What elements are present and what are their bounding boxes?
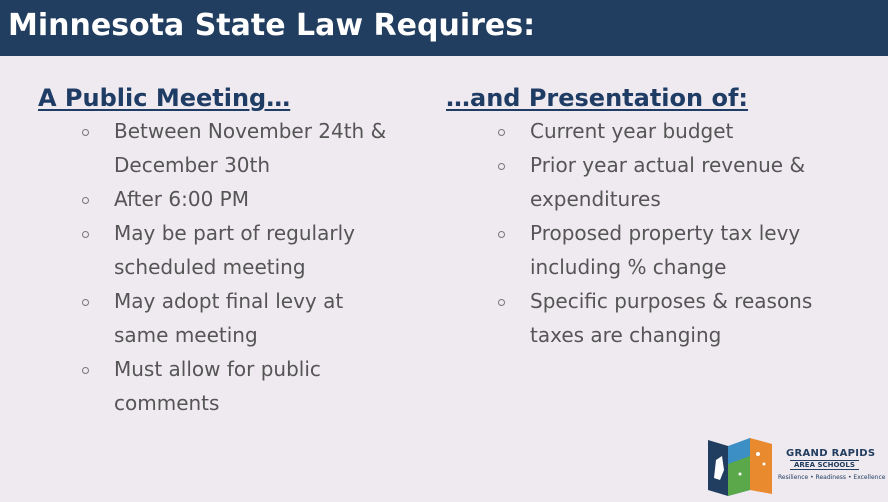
list-item-text: Specific purposes & reasons taxes are changing bbox=[530, 289, 813, 347]
list-item-text: Prior year actual revenue & expenditures bbox=[530, 153, 806, 211]
grand-rapids-emblem-icon bbox=[706, 434, 776, 498]
list-item bbox=[38, 352, 354, 420]
left-column bbox=[38, 84, 418, 420]
bullet-circle-icon bbox=[498, 299, 505, 306]
bullet-circle-icon bbox=[82, 367, 89, 374]
slide-title: Minnesota State Law Requires: bbox=[8, 8, 536, 43]
list-item bbox=[446, 284, 830, 352]
bullet-circle-icon bbox=[82, 197, 89, 204]
bullet-circle-icon bbox=[498, 129, 505, 136]
right-column bbox=[446, 84, 866, 352]
school-logo bbox=[706, 434, 886, 498]
list-item-text: May be part of regularly scheduled meeting bbox=[114, 221, 355, 279]
bullet-circle-icon bbox=[498, 231, 505, 238]
list-item bbox=[446, 114, 866, 148]
list-item-text: Must allow for public comments bbox=[114, 357, 321, 415]
list-item-text: Proposed property tax levy including % change bbox=[530, 221, 801, 279]
list-item-text: After 6:00 PM bbox=[114, 187, 249, 211]
list-item bbox=[446, 216, 820, 284]
logo-tagline: Resilience • Readiness • Excellence bbox=[778, 474, 886, 481]
bullet-circle-icon bbox=[82, 299, 89, 306]
bullet-circle-icon bbox=[498, 163, 505, 170]
logo-name: GRAND RAPIDS bbox=[786, 448, 876, 459]
logo-subtitle: AREA SCHOOLS bbox=[790, 460, 859, 470]
list-item bbox=[38, 284, 364, 352]
title-bar bbox=[0, 0, 888, 56]
list-item-text: Current year budget bbox=[530, 119, 734, 143]
list-item bbox=[38, 182, 418, 216]
bullet-circle-icon bbox=[82, 129, 89, 136]
list-item-text: Between November 24th & December 30th bbox=[114, 119, 387, 177]
bullet-circle-icon bbox=[82, 231, 89, 238]
list-item-text: May adopt final levy at same meeting bbox=[114, 289, 344, 347]
left-bullet-list bbox=[38, 114, 418, 420]
list-item bbox=[38, 114, 414, 182]
list-item bbox=[38, 216, 374, 284]
list-item bbox=[446, 148, 830, 216]
right-column-heading: …and Presentation of: bbox=[446, 84, 748, 112]
left-column-heading: A Public Meeting… bbox=[38, 84, 291, 112]
right-bullet-list bbox=[446, 114, 866, 352]
